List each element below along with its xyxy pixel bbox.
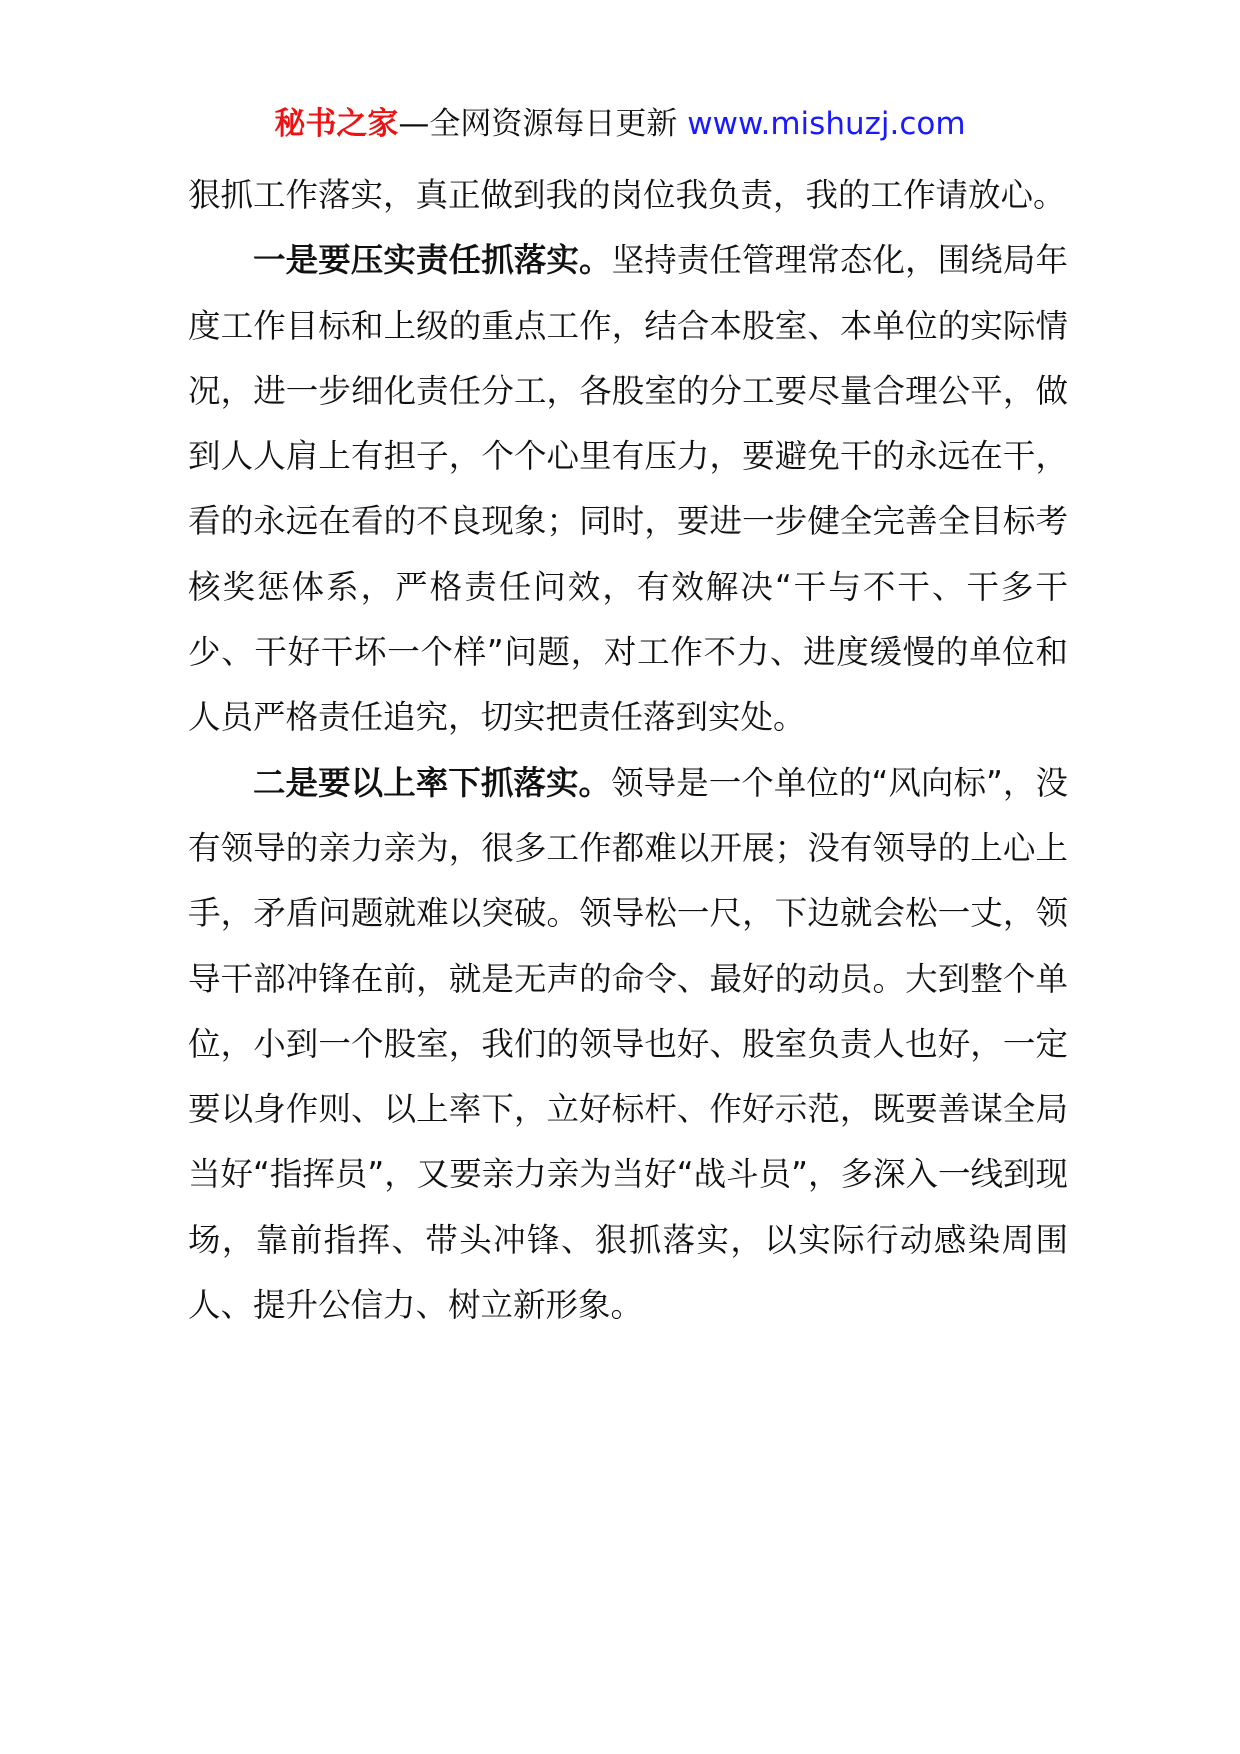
paragraph-heading: 一是要压实责任抓落实。 <box>253 241 612 280</box>
site-url-link[interactable]: www.mishuzj.com <box>687 106 966 142</box>
paragraph-heading: 二是要以上率下抓落实。 <box>253 763 612 802</box>
paragraph-text: 领导是一个单位的“风向标”，没有领导的亲力亲为，很多工作都难以开展；没有领导的上心上手，矛盾问题就难以突破。领导松一尺，下边就会松一丈，领导干部冲锋在前，就是无声的命令、最好的动员。大到整个单位，小到一个股室，我们的领导也好、股室负责人也好，一定要以身作则、以上率下，立好标杆、作好示范，既要善谋全局当好“指挥员”，又要亲力亲为当好“战斗员”，多深入一线到现场，靠前指挥、带头冲锋、狠抓落实，以实际行动感染周围人、提升公信力、树立新形象。 <box>188 763 1068 1325</box>
brand-name: 秘书之家 <box>274 106 399 142</box>
header-tagline: —全网资源每日更新 <box>398 106 688 142</box>
paragraph-responsibility <box>188 228 1068 750</box>
paragraph-text: 坚持责任管理常态化，围绕局年度工作目标和上级的重点工作，结合本股室、本单位的实际情况，进一步细化责任分工，各股室的分工要尽量合理公平，做到人人肩上有担子，个个心里有压力，要避免干的永远在干，看的永远在看的不良现象；同时，要进一步健全完善全目标考核奖惩体系，严格责任问效，有效解决“干与不干、干多干少、干好干坏一个样”问题，对工作不力、进度缓慢的单位和人员严格责任追究，切实把责任落到实处。 <box>188 241 1068 737</box>
paragraph-leadership <box>188 751 1068 1339</box>
paragraph-continuation <box>188 163 1068 228</box>
paragraph-text: 狠抓工作落实，真正做到我的岗位我负责，我的工作请放心。 <box>188 176 1066 214</box>
page-header <box>0 98 1240 150</box>
document-body <box>188 163 1068 1338</box>
